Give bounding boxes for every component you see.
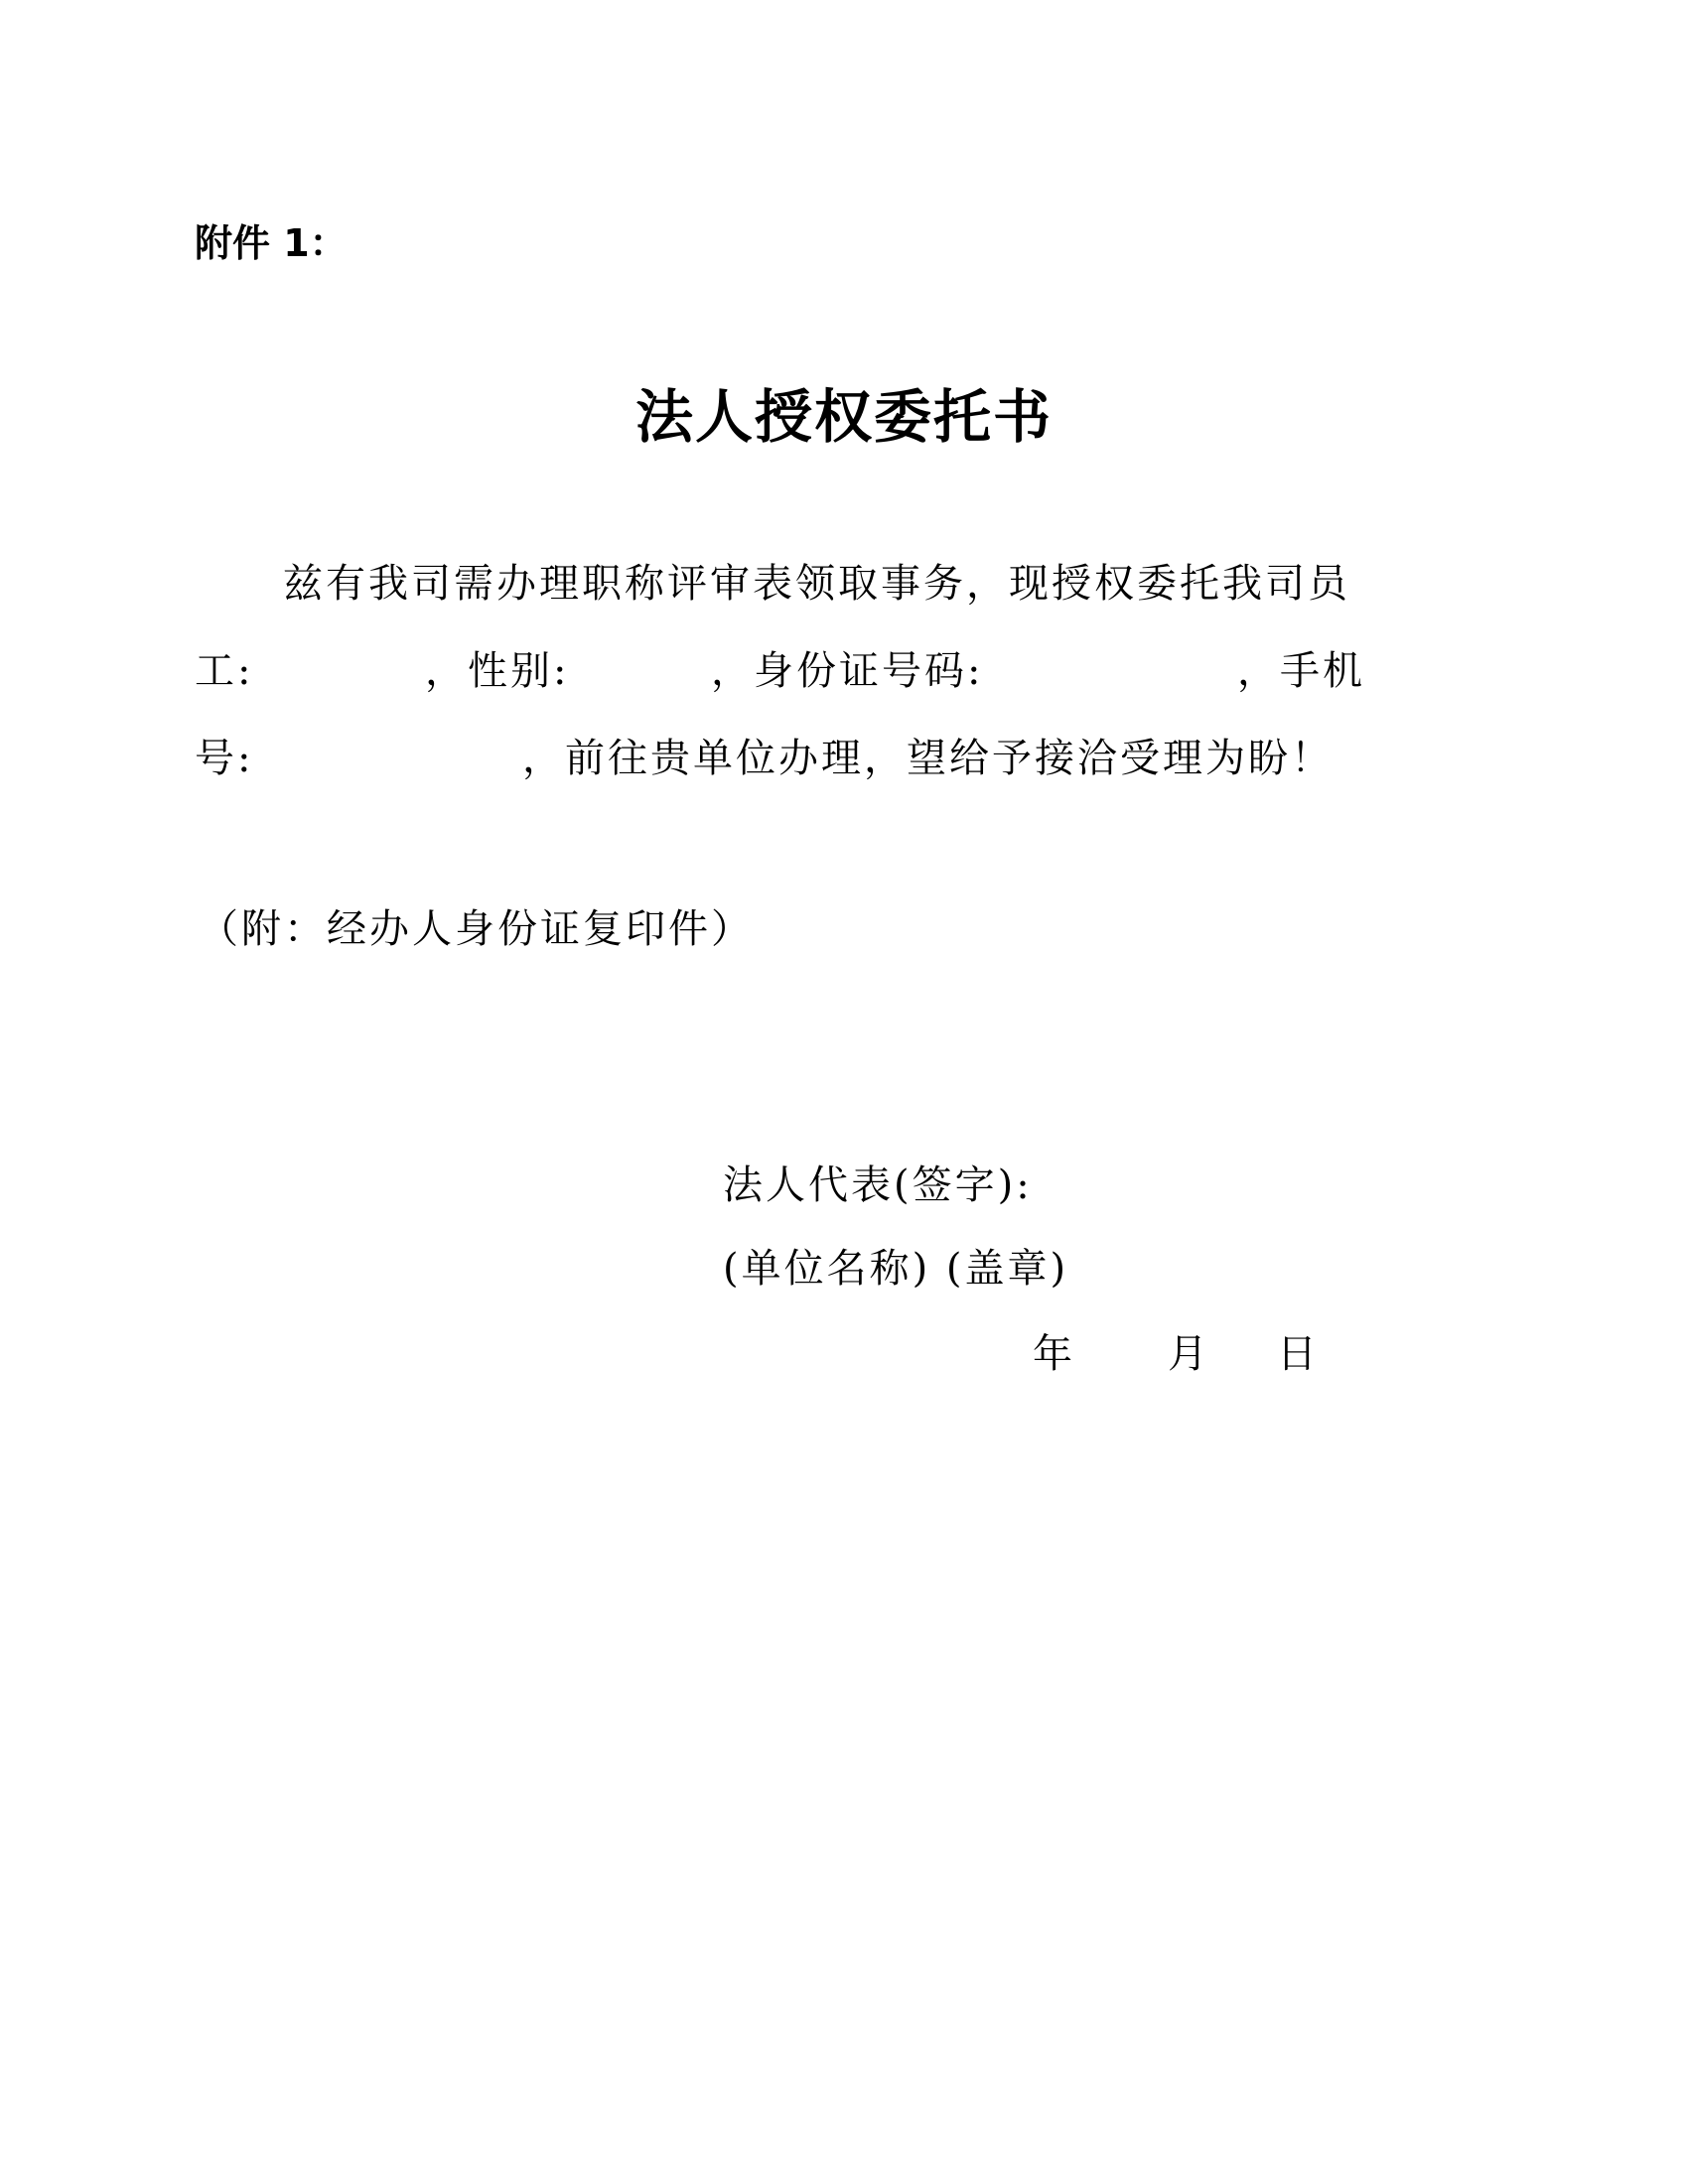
signature-date bbox=[1033, 1326, 1331, 1382]
paragraph-line-2 bbox=[195, 643, 1381, 699]
employee-name-label: 工: bbox=[195, 648, 254, 694]
unit-seal-label: (单位名称) (盖章) bbox=[723, 1246, 1069, 1292]
document-title: 法人授权委托书 bbox=[634, 383, 1053, 451]
representative-signature-label: 法人代表(签字): bbox=[723, 1162, 1033, 1208]
phone-label-start: ，手机 bbox=[1237, 648, 1365, 694]
date-year-label: 年 bbox=[1033, 1331, 1075, 1377]
date-month-label: 月 bbox=[1168, 1331, 1210, 1377]
phone-label-end: 号: bbox=[195, 736, 254, 781]
date-day-label: 日 bbox=[1277, 1331, 1320, 1377]
paragraph-line-1: 兹有我司需办理职称评审表领取事务，现授权委托我司员 bbox=[283, 561, 1350, 607]
gender-label: ，性别: bbox=[425, 648, 570, 694]
attachment-note: （附：经办人身份证复印件） bbox=[199, 906, 754, 952]
paragraph-line-3 bbox=[195, 731, 1381, 786]
attachment-label: 附件 1： bbox=[195, 221, 348, 265]
id-number-label: ，身份证号码: bbox=[711, 648, 984, 694]
closing-text: ，前往贵单位办理，望给予接洽受理为盼！ bbox=[522, 736, 1334, 781]
